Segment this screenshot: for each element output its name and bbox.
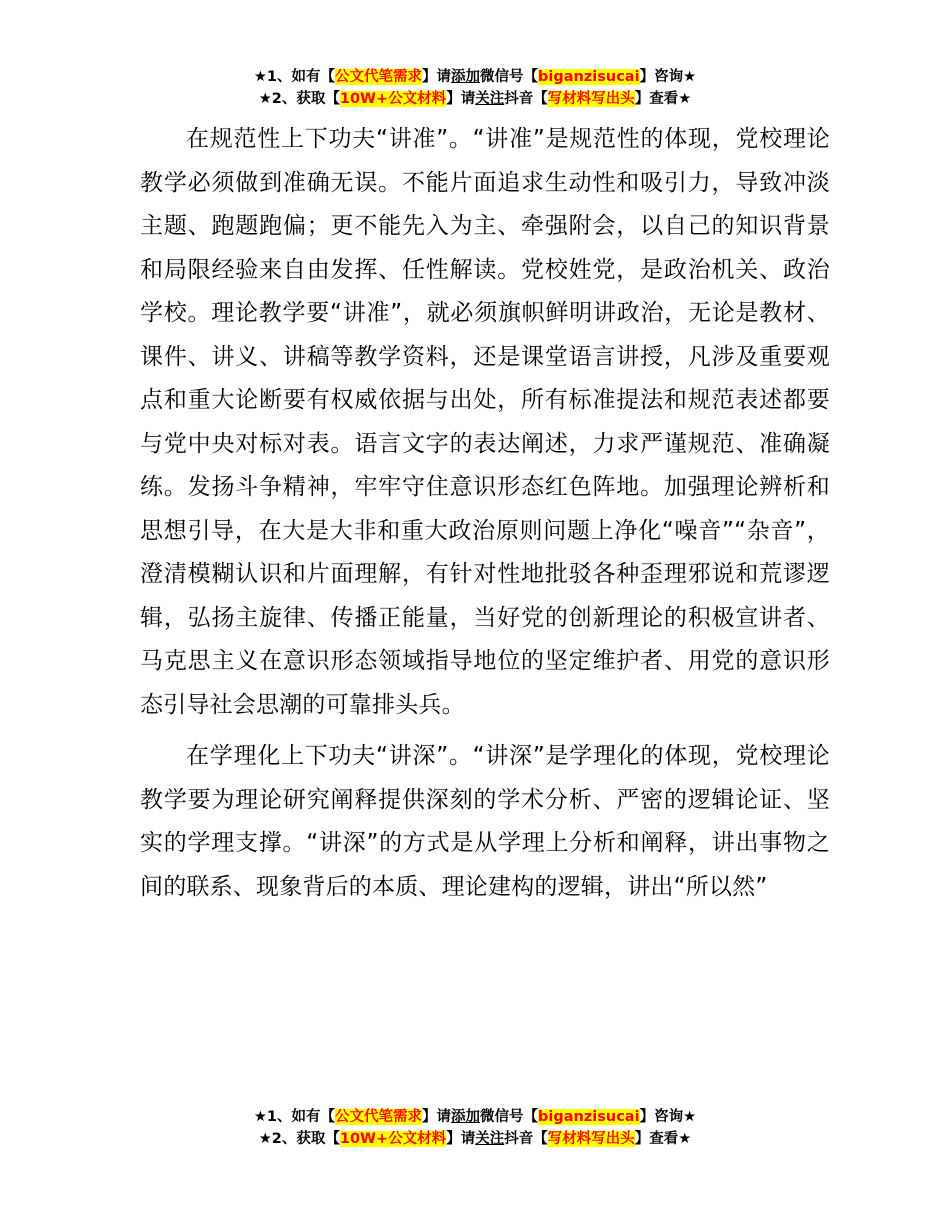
banner-text: 抖音【 (504, 1131, 548, 1147)
paragraph-2: 在学理化上下功夫“讲深”。“讲深”是学理化的体现，党校理论教学要为理论研究阐释提供深刻的学术分析、严密的逻辑论证、坚实的学理支撑。“讲深”的方式是从学理上分析和阐释，讲出事物之间的联系、现象背后的本质、理论建构的逻辑，讲出“所以然” (140, 743, 830, 900)
footer-banner (0, 1106, 950, 1150)
highlight-service: 公文代笔需求 (335, 69, 423, 85)
highlight-materials: 10W+公文材料 (339, 91, 447, 107)
banner-text: ★2、获取【 (258, 1131, 340, 1147)
banner-text: 】咨询★ (639, 69, 697, 85)
banner-text: 】请 (446, 91, 476, 107)
banner-text: 】请 (422, 1109, 452, 1125)
underline-add: 添加 (451, 1109, 481, 1125)
banner-line-2 (0, 88, 950, 110)
banner-text: 】查看★ (634, 1131, 692, 1147)
highlight-materials: 10W+公文材料 (339, 1131, 447, 1147)
highlight-wechat-id: biganzisucai (538, 69, 640, 85)
banner-text: ★1、如有【 (253, 1109, 336, 1125)
banner-text: 抖音【 (504, 91, 548, 107)
banner-line-1 (0, 66, 950, 88)
banner-text: 微信号【 (480, 1109, 539, 1125)
banner-text: ★1、如有【 (253, 69, 336, 85)
underline-follow: 关注 (475, 1131, 505, 1147)
document-body (140, 118, 830, 909)
underline-add: 添加 (451, 69, 481, 85)
highlight-douyin-account: 写材料写出头 (547, 91, 635, 107)
highlight-service: 公文代笔需求 (335, 1109, 423, 1125)
header-banner (0, 66, 950, 110)
banner-text: 微信号【 (480, 69, 539, 85)
highlight-douyin-account: 写材料写出头 (547, 1131, 635, 1147)
banner-text: 】咨询★ (639, 1109, 697, 1125)
banner-text: ★2、获取【 (258, 91, 340, 107)
highlight-wechat-id: biganzisucai (538, 1109, 640, 1125)
paragraph-1: 在规范性上下功夫“讲准”。“讲准”是规范性的体现，党校理论教学必须做到准确无误。不能片面追求生动性和吸引力，导致冲淡主题、跑题跑偏；更不能先入为主、牵强附会，以自己的知识背景和局限经验来自由发挥、任性解读。党校姓党，是政治机关、政治学校。理论教学要“讲准”，就必须旗帜鲜明讲政治，无论是教材、课件、讲义、讲稿等教学资料，还是课堂语言讲授，凡涉及重要观点和重大论断要有权威依据与出处，所有标准提法和规范表述都要与党中央对标对表。语言文字的表达阐述，力求严谨规范、准确凝练。发扬斗争精神，牢牢守住意识形态红色阵地。加强理论辨析和思想引导，在大是大非和重大政治原则问题上净化“噪音”“杂音”，澄清模糊认识和片面理解，有针对性地批驳各种歪理邪说和荒谬逻辑，弘扬主旋律、传播正能量，当好党的创新理论的积极宣讲者、马克思主义在意识形态领域指导地位的坚定维护者、用党的意识形态引导社会思潮的可靠排头兵。 (140, 126, 830, 718)
banner-text: 】查看★ (634, 91, 692, 107)
banner-line-1 (0, 1106, 950, 1128)
underline-follow: 关注 (475, 91, 505, 107)
banner-line-2 (0, 1128, 950, 1150)
banner-text: 】请 (422, 69, 452, 85)
banner-text: 】请 (446, 1131, 476, 1147)
